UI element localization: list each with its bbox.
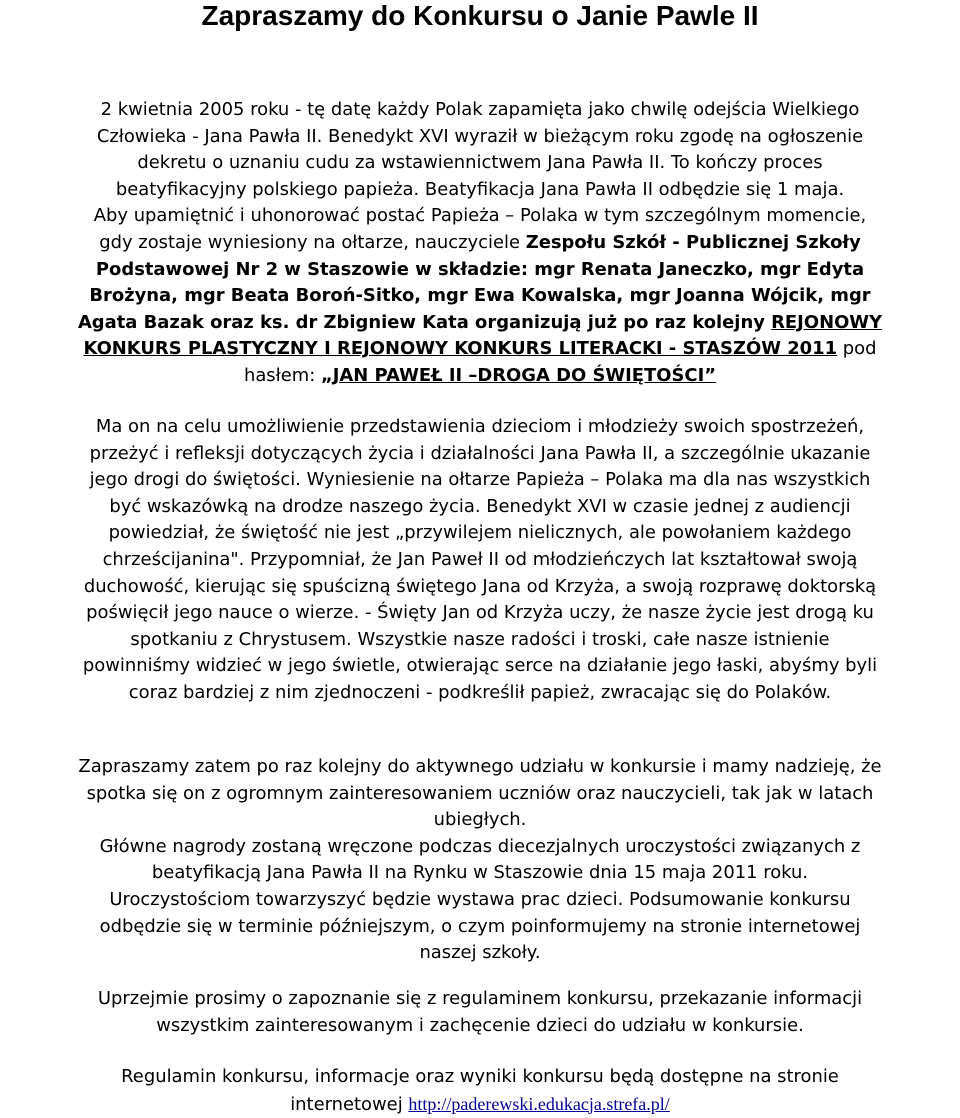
text-line: Regulamin konkursu, informacje oraz wyniki konkursu będą dostępne na stronie xyxy=(121,1066,839,1087)
text-line: Człowieka - Jana Pawła II. Benedykt XVI wyraził w bieżącym roku zgodę na ogłoszenie xyxy=(96,125,864,147)
organizers-line: Podstawowej Nr 2 w Staszowie w składzie: mgr Renata Janeczko, mgr Edyta xyxy=(95,258,865,280)
text-line: Zapraszamy zatem po raz kolejny do aktywnego udziału w konkursie i mamy nadzieję, że xyxy=(78,756,882,777)
text-line: naszej szkoły. xyxy=(419,942,541,964)
text-line: jego drogi do świętości. Wyniesienie na ołtarze Papieża – Polaka ma dla nas wszystkich xyxy=(89,469,871,491)
text-line xyxy=(0,1091,960,1118)
school-website-link[interactable]: http://paderewski.edukacja.strefa.pl/ xyxy=(408,1093,670,1114)
text-line: beatyfikacją Jana Pawła II na Rynku w Staszowie dnia 15 maja 2011 roku. xyxy=(151,862,809,884)
intro-paragraph xyxy=(0,97,960,390)
text-line: spotka się on z ogromnym zainteresowaniem uczniów oraz nauczycieli, tak jak w latach xyxy=(86,782,874,804)
organizers-line: Agata Bazak oraz ks. dr Zbigniew Kata organizują już po raz kolejny xyxy=(77,311,772,333)
text-line: Ma on na celu umożliwienie przedstawienia dzieciom i młodzieży swoich spostrzeżeń, xyxy=(95,416,865,437)
text-line: przeżyć i refleksji dotyczących życia i działalności Jana Pawła II, a szczególnie ukazanie xyxy=(89,442,871,464)
purpose-paragraph xyxy=(0,414,960,707)
text-line: powiedział, że świętość nie jest „przywilejem nielicznych, ale powołaniem każdego xyxy=(108,522,852,544)
request-paragraph xyxy=(0,986,960,1039)
text-line: Uprzejmie prosimy o zapoznanie się z regulaminem konkursu, przekazanie informacji xyxy=(97,988,863,1009)
text-line: być wskazówką na drodze naszego życia. Benedykt XVI w czasie jednej z audiencji xyxy=(109,495,851,517)
invitation-paragraph xyxy=(0,754,960,967)
text-line: chrześcijanina". Przypomniał, że Jan Paweł II od młodzieńczych lat kształtował swoją xyxy=(102,548,858,570)
text-line xyxy=(0,310,960,337)
text-line: ubiegłych. xyxy=(433,809,527,831)
text-segment: hasłem: xyxy=(243,364,321,386)
text-line: poświęcił jego nauce o wierze. - Święty Jan od Krzyża uczy, że nasze życie jest drogą ku xyxy=(86,602,874,624)
organizers-line: Brożyna, mgr Beata Boroń-Sitko, mgr Ewa Kowalska, mgr Joanna Wójcik, mgr xyxy=(89,285,871,307)
text-line: coraz bardziej z nim zjednoczeni - podkreślił papież, zwracając się do Polaków. xyxy=(128,681,832,703)
text-segment: gdy zostaje wyniesiony na ołtarze, nauczyciele xyxy=(99,231,526,253)
rules-paragraph xyxy=(0,1064,960,1118)
text-line: beatyfikacyjny polskiego papieża. Beatyfikacja Jana Pawła II odbędzie się 1 maja. xyxy=(115,178,845,200)
text-line: Główne nagrody zostaną wręczone podczas diecezjalnych uroczystości związanych z xyxy=(99,835,861,857)
text-line xyxy=(0,363,960,390)
text-line xyxy=(0,230,960,257)
text-line: Aby upamiętnić i uhonorować postać Papieża – Polaka w tym szczególnym momencie, xyxy=(93,205,867,227)
text-line: duchowość, kierując się spuścizną świętego Jana od Krzyża, a swoją rozprawę doktorską xyxy=(83,575,877,597)
text-line xyxy=(0,336,960,363)
text-segment: pod xyxy=(837,338,877,360)
text-line: 2 kwietnia 2005 roku - tę datę każdy Polak zapamięta jako chwilę odejścia Wielkiego xyxy=(100,99,860,120)
contest-name: REJONOWY xyxy=(771,311,883,333)
text-line: spotkaniu z Chrystusem. Wszystkie nasze radości i troski, całe nasze istnienie xyxy=(130,628,830,650)
page-title: Zapraszamy do Konkursu o Janie Pawle II xyxy=(201,0,759,31)
school-name: Zespołu Szkół - Publicznej Szkoły xyxy=(525,231,861,253)
text-line: Uroczystościom towarzyszyć będzie wystawa prac dzieci. Podsumowanie konkursu xyxy=(109,888,851,910)
text-segment: internetowej xyxy=(290,1093,409,1115)
text-line: dekretu o uznaniu cudu za wstawiennictwem Jana Pawła II. To kończy proces xyxy=(137,152,823,174)
text-line: wszystkim zainteresowanym i zachęcenie dzieci do udziału w konkursie. xyxy=(156,1014,804,1036)
contest-name: KONKURS PLASTYCZNY I REJONOWY KONKURS LITERACKI - STASZÓW 2011 xyxy=(83,338,838,360)
text-line: odbędzie się w terminie późniejszym, o czym poinformujemy na stronie internetowej xyxy=(99,915,861,937)
contest-motto: „JAN PAWEŁ II –DROGA DO ŚWIĘTOŚCI” xyxy=(320,364,717,386)
text-line: powinniśmy widzieć w jego świetle, otwierając serce na działanie jego łaski, abyśmy byli xyxy=(82,655,878,677)
